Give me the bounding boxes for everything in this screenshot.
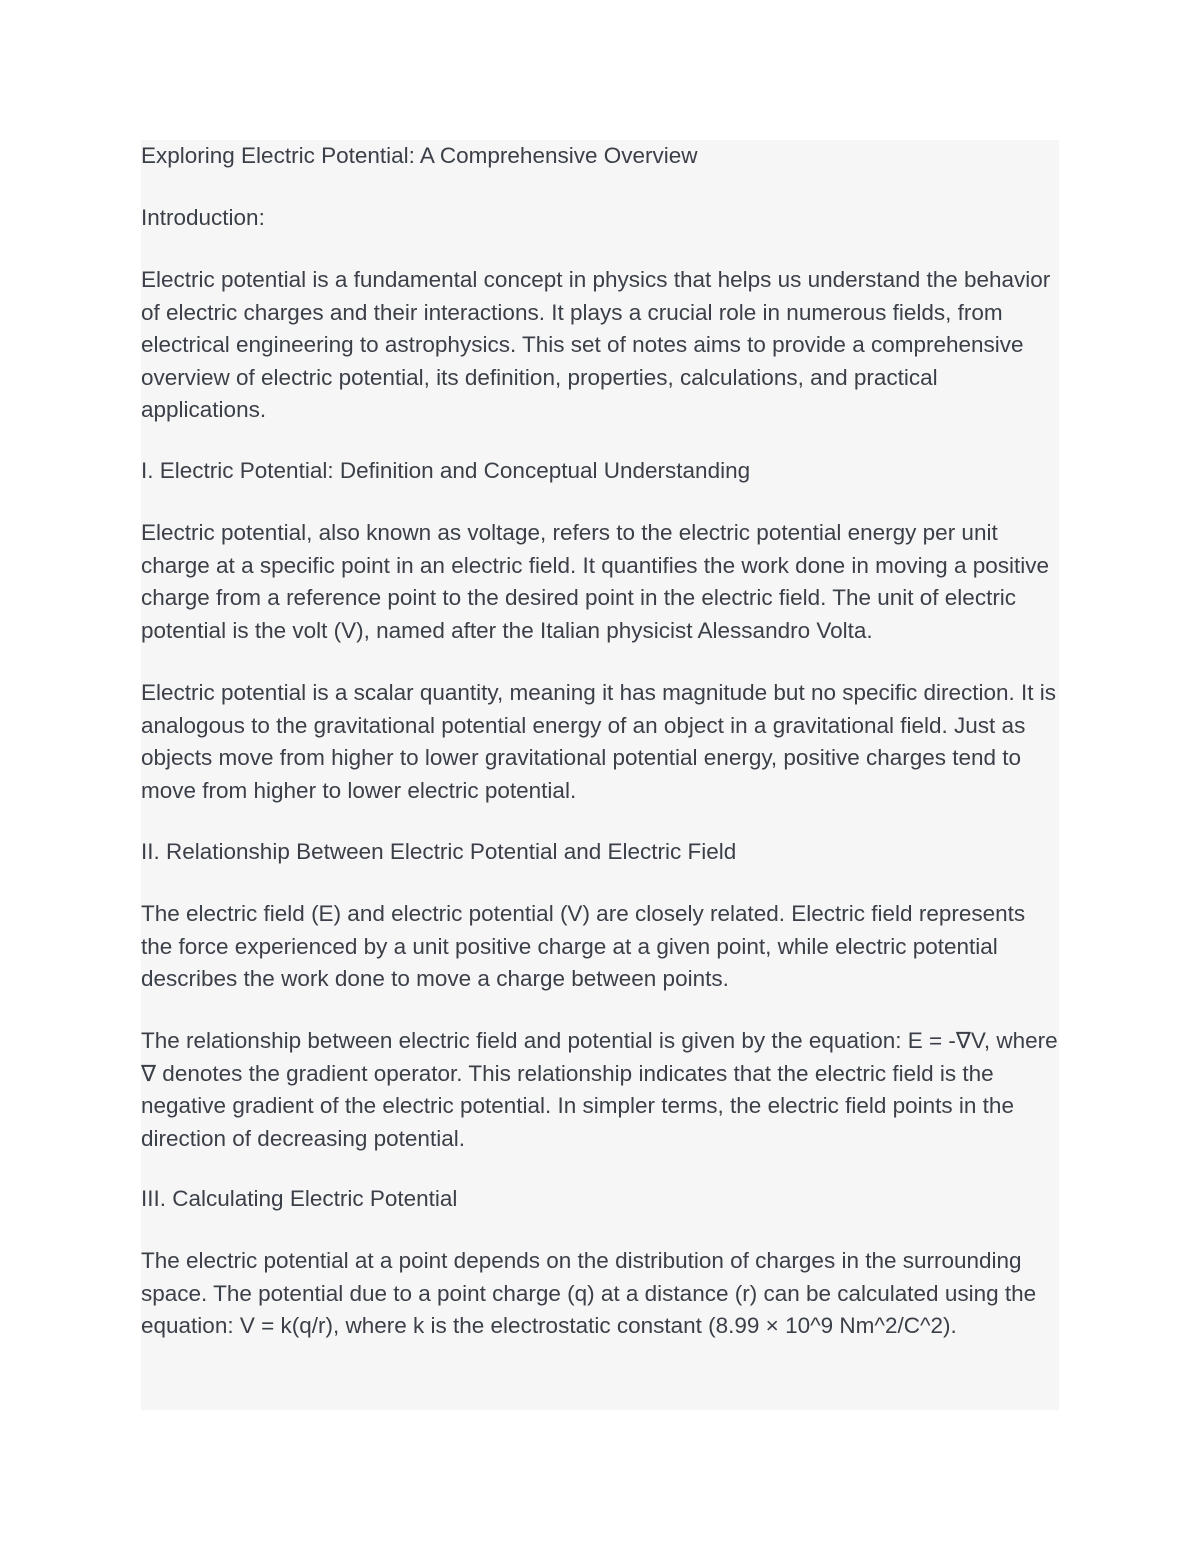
intro-paragraph: Electric potential is a fundamental concept in physics that helps us understand the behavior of electric charges and their interactions. It plays a crucial role in numerous fields, from electrical engineering to astrophysics. This set of notes aims to provide a comprehensive overview of electric potential, its definition, properties, calculations, and practical applications. [141,267,1051,422]
section3-paragraph1: The electric potential at a point depends on the distribution of charges in the surrounding space. The potential due to a point charge (q) at a distance (r) can be calculated using the equation: V = k(q/r), where k is the electrostatic constant (8.99 × 10^9 Nm^2/C^2). [141,1248,1037,1338]
section1-heading: I. Electric Potential: Definition and Conceptual Understanding [141,458,751,483]
document-content [141,140,1059,1410]
document-title: Exploring Electric Potential: A Comprehensive Overview [141,143,698,168]
section2-paragraph2: The relationship between electric field and potential is given by the equation: E = -∇V, where ∇ denotes the gradient operator. This relationship indicates that the electric field is the negative gradient of the electric potential. In simpler terms, the electric field points in the direction of decreasing potential. [141,1028,1058,1151]
intro-heading: Introduction: [141,205,265,230]
section1-paragraph2: Electric potential is a scalar quantity, meaning it has magnitude but no specific direction. It is analogous to the gravitational potential energy of an object in a gravitational field. Just as objects move from higher to lower gravitational potential energy, positive charges tend to move from higher to lower electric potential. [141,680,1057,803]
section2-heading: II. Relationship Between Electric Potential and Electric Field [141,839,737,864]
section1-paragraph1: Electric potential, also known as voltage, refers to the electric potential energy per unit charge at a specific point in an electric field. It quantifies the work done in moving a positive charge from a reference point to the desired point in the electric field. The unit of electric potential is the volt (V), named after the Italian physicist Alessandro Volta. [141,520,1049,643]
section2-paragraph1: The electric field (E) and electric potential (V) are closely related. Electric field represents the force experienced by a unit positive charge at a given point, while electric potential describes the work done to move a charge between points. [141,901,1026,991]
section3-heading: III. Calculating Electric Potential [141,1186,458,1211]
